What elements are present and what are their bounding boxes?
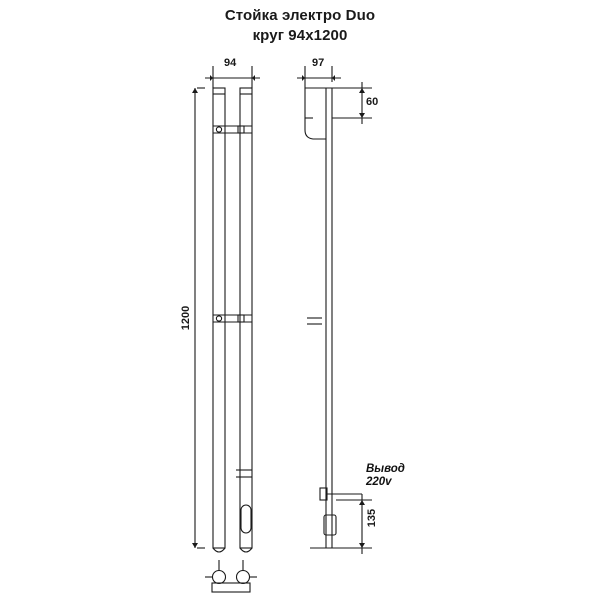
dimension-label-bottom-offset: 135: [366, 508, 378, 528]
dimension-label-top-offset: 60: [366, 96, 379, 108]
outlet-annotation: [366, 463, 405, 489]
outlet-annotation-line2: 220v: [366, 476, 392, 488]
outlet-annotation-line1: Вывод: [366, 463, 405, 475]
page-title-line1: Стойка электро Duo: [224, 7, 376, 24]
dimension-label-height: 1200: [180, 305, 192, 331]
dimension-label-front-width: 94: [224, 57, 237, 69]
dimension-label-side-width: 97: [312, 57, 325, 69]
page-title-line2: круг 94х1200: [252, 27, 348, 44]
